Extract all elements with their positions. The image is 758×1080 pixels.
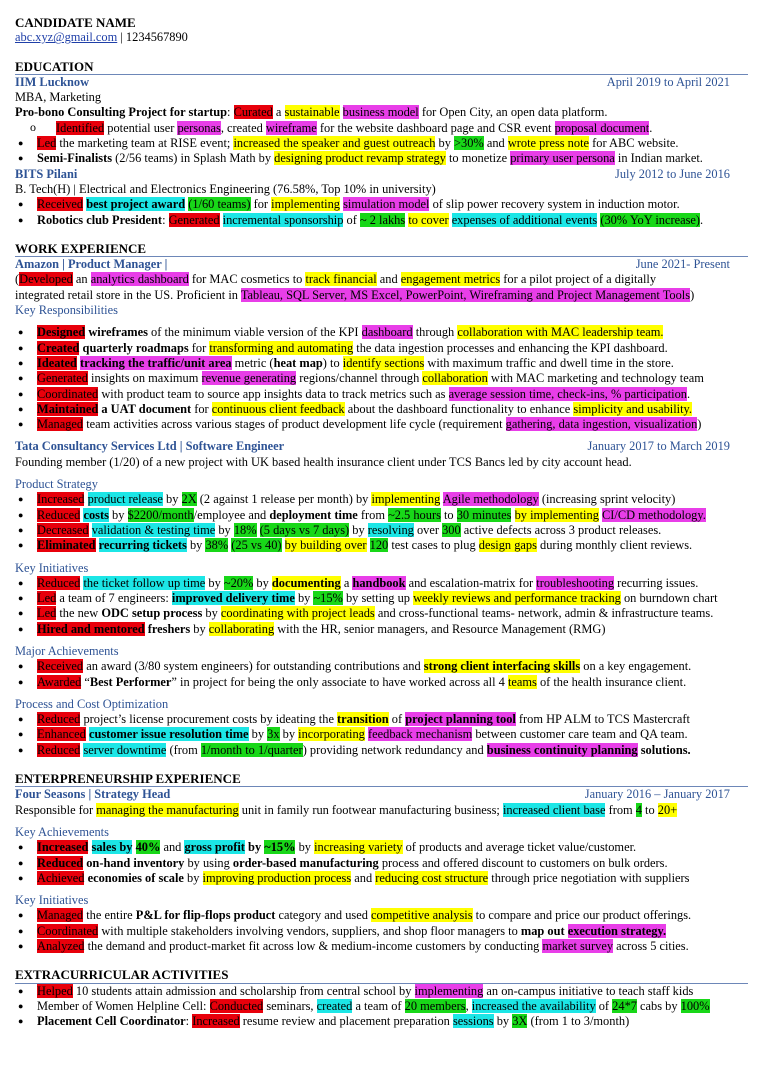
list-item: ● Reduced on-hand inventory by using order-based manufacturing process and offered discount to customers on bulk orders. [15, 856, 748, 871]
tcs-intro: Founding member (1/20) of a new project with UK based health insurance client under TCS Bancs led by city account head. [15, 454, 632, 469]
amazon-intro-1: (Developed an analytics dashboard for MAC cosmetics to track financial and engagement metrics for a pilot project of a digitally [15, 272, 657, 287]
tcs-ki-label: Key Initiatives [15, 560, 89, 575]
list-item: ● Reduced server downtime (from 1/month to 1/quarter) providing network redundancy and business continuity planning solutions. [15, 743, 748, 758]
tcs-header: Tata Consultancy Services Ltd | Software Engineer January 2017 to March 2019 [15, 439, 730, 454]
list-item: ● Hired and mentored freshers by collaborating with the HR, senior managers, and Resource Management (RMG) [15, 622, 748, 637]
contact-line [15, 30, 748, 45]
list-item: ● Decreased validation & testing time by 18% (5 days vs 7 days) by resolving over 300 active defects across 3 product releases. [15, 523, 748, 538]
list-item: ● Generated insights on maximum revenue generating regions/channel through collaboration with MAC marketing and technology team [15, 371, 748, 386]
list-item: ● Eliminated recurring tickets by 38% (25 vs 40) by building over 120 test cases to plug design gaps during monthly client reviews. [15, 538, 748, 553]
list-item: ● Placement Cell Coordinator: Increased resume review and placement preparation sessions by 3X (from 1 to 3/month) [15, 1014, 748, 1029]
email-link[interactable]: abc.xyz@gmail.com [15, 30, 118, 45]
tcs-pc-label: Process and Cost Optimization [15, 696, 169, 711]
tcs-ps-list [15, 492, 748, 553]
entre-ka-list [15, 840, 748, 886]
list-item: ● Helped 10 students attain admission and scholarship from central school by implementing an on-campus initiative to teach staff kids [15, 984, 748, 999]
edu-bits-degree: B. Tech(H) | Electrical and Electronics Engineering (76.58%, Top 10% in university) [15, 181, 436, 196]
list-item: ● Reduced the ticket follow up time by ~20% by documenting a handbook and escalation-matrix for troubleshooting recurring issues. [15, 576, 748, 591]
list-item: ● Awarded “Best Performer” in project for being the only associate to have worked across all 4 teams of the health insurance client. [15, 675, 748, 690]
section-work: WORK EXPERIENCE [15, 241, 748, 257]
list-item: ● Reduced project’s license procurement costs by ideating the transition of project planning tool from HP ALM to TCS Mastercraft [15, 712, 748, 727]
list-item: ● Semi-Finalists (2/56 teams) in Splash Math by designing product revamp strategy to monetize primary user persona in Indian market. [15, 151, 748, 166]
list-item: ● Coordinated with product team to source app insights data to track metrics such as average session time, check-ins, % participation. [15, 387, 748, 402]
tcs-ma-list [15, 659, 748, 690]
entre-ka-label: Key Achievements [15, 824, 109, 839]
amazon-header: Amazon | Product Manager | June 2021- Present [15, 257, 730, 272]
list-item: ● Maintained a UAT document for continuous client feedback about the dashboard functionality to enhance simplicity and usability. [15, 402, 748, 417]
amazon-kr-label: Key Responsibilities [15, 303, 118, 318]
section-extracurricular: EXTRACURRICULAR ACTIVITIES [15, 967, 748, 983]
amazon-intro-2: integrated retail store in the US. Proficient in Tableau, SQL Server, MS Excel, PowerPoint, Wireframing and Project Management Tools) [15, 287, 695, 302]
entre-ki-list [15, 908, 748, 954]
list-item: ● Increased sales by 40% and gross profit by ~15% by increasing variety of products and average ticket value/customer. [15, 840, 748, 855]
list-item: ● Received best project award (1/60 teams) for implementing simulation model of slip power recovery system in induction motor. [15, 197, 748, 212]
tcs-ki-list [15, 576, 748, 637]
list-item: ● Member of Women Helpline Cell: Conducted seminars, created a team of 20 members, increased the availability of 24*7 cabs by 100% [15, 999, 748, 1014]
list-item: ● Robotics club President: Generated incremental sponsorship of ~ 2 lakhs to cover expenses of additional events (30% YoY increase). [15, 213, 748, 228]
candidate-name: CANDIDATE NAME [15, 15, 136, 30]
tcs-ma-label: Major Achievements [15, 643, 119, 658]
tcs-pc-list [15, 712, 748, 758]
extra-list [15, 984, 748, 1030]
list-item: ● Led a team of 7 engineers: improved delivery time by ~15% by setting up weekly reviews and performance tracking on burndown chart [15, 591, 748, 606]
list-item: ● Achieved economies of scale by improving production process and reducing cost structure through price negotiation with suppliers [15, 871, 748, 886]
list-item: ● Received an award (3/80 system engineers) for outstanding contributions and strong client interfacing skills on a key engagement. [15, 659, 748, 674]
probono-line: Pro-bono Consulting Project for startup: Curated a sustainable business model for Open City, an open data platform. [15, 105, 608, 120]
list-item: ● Led the marketing team at RISE event; increased the speaker and guest outreach by >30% and wrote press note for ABC website. [15, 136, 748, 151]
edu-iim-header: IIM Lucknow April 2019 to April 2021 [15, 74, 730, 89]
edu-iim-degree: MBA, Marketing [15, 90, 102, 105]
phone: | 1234567890 [117, 30, 188, 45]
edu-bits-header: BITS Pilani July 2012 to June 2016 [15, 166, 730, 181]
fourseasons-header: Four Seasons | Strategy Head January 2016 – January 2017 [15, 787, 730, 802]
list-item: ● Designed wireframes of the minimum viable version of the KPI dashboard through collaboration with MAC leadership team. [15, 325, 748, 340]
list-item: ● Coordinated with multiple stakeholders involving vendors, suppliers, and shop floor managers to map out execution strategy. [15, 924, 748, 939]
list-item: ● Led the new ODC setup process by coordinating with project leads and cross-functional teams- network, admin & infrastructure teams. [15, 606, 748, 621]
fourseasons-intro: Responsible for managing the manufacturing unit in family run footwear manufacturing business; increased client base from 4 to 20+ [15, 802, 678, 817]
list-item: ● Increased product release by 2X (2 against 1 release per month) by implementing Agile methodology (increasing sprint velocity) [15, 492, 748, 507]
section-education: EDUCATION [15, 59, 748, 75]
edu-bits-list [15, 197, 748, 228]
section-entrepreneurship: ENTERPRENEURSHIP EXPERIENCE [15, 771, 748, 787]
list-item: ● Reduced costs by $2200/month/employee and deployment time from ~2.5 hours to 30 minutes by implementing CI/CD methodology. [15, 508, 748, 523]
edu-iim-list [15, 121, 748, 167]
list-item: ● Enhanced customer issue resolution time by 3x by incorporating feedback mechanism between customer care team and QA team. [15, 727, 748, 742]
entre-ki-label: Key Initiatives [15, 893, 89, 908]
tcs-ps-label: Product Strategy [15, 477, 98, 492]
list-item: ● Ideated tracking the traffic/unit area metric (heat map) to identify sections with maximum traffic and dwell time in the store. [15, 356, 748, 371]
list-item: ● Analyzed the demand and product-market fit across low & medium-income customers by conducting market survey across 5 cities. [15, 939, 748, 954]
amazon-list [15, 325, 748, 432]
list-item: ● Managed the entire P&L for flip-flops product category and used competitive analysis to compare and price our product offerings. [15, 908, 748, 923]
list-item: ● Managed team activities across various stages of product development life cycle (requirement gathering, data ingestion, visualization) [15, 417, 748, 432]
list-item: o Identified potential user personas, created wireframe for the website dashboard page and CSR event proposal document. [15, 121, 748, 136]
list-item: ● Created quarterly roadmaps for transforming and automating the data ingestion processes and enhancing the KPI dashboard. [15, 341, 748, 356]
